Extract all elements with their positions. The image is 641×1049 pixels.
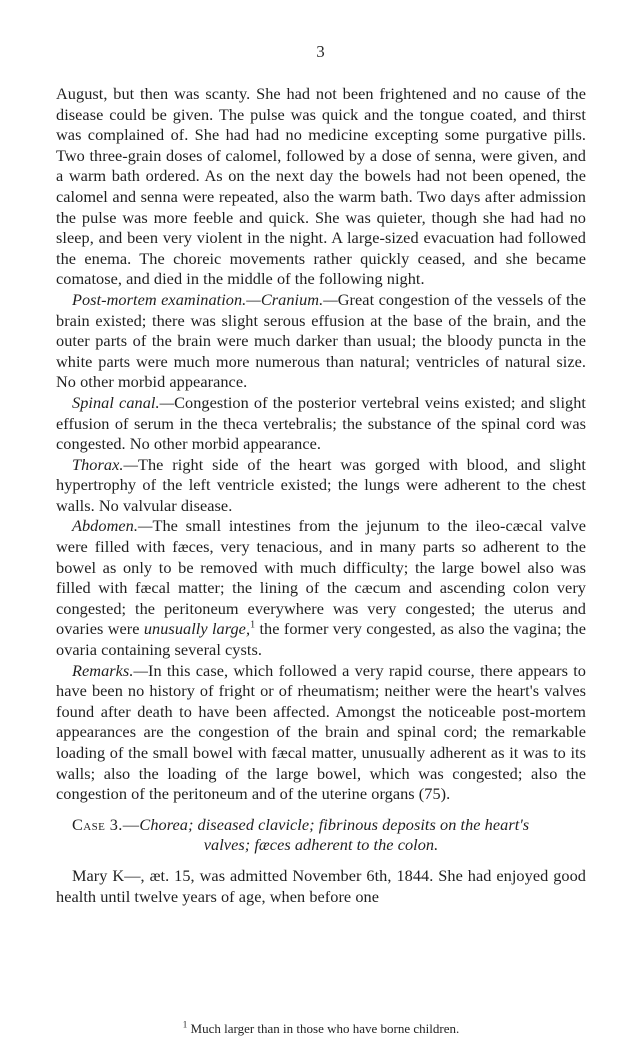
paragraph-spinal-canal: [56, 393, 586, 455]
case-heading: [56, 815, 586, 856]
footnote-marker: 1: [182, 1019, 188, 1030]
case-label: Case 3.—: [72, 814, 140, 834]
paragraph-lead: Remarks.—: [72, 660, 148, 680]
paragraph-lead: Post-mortem examination.—Cranium.—: [72, 289, 338, 309]
case-subtitle: valves; fæces adherent to the colon.: [203, 835, 439, 855]
paragraph-lead: Thorax.—: [72, 454, 138, 474]
paragraph-text: The small intestines from the jejunum to the ileo-cæcal valve were filled with fæces, very tenacious, and in many parts so adherent to the bowel as only to be removed with much difficulty; the large bowel also was filled with fæcal matter; the lining of the cæcum and ascending colon very congested; the peritoneum everywhere was very congested; the uterus and ovaries were: [56, 516, 586, 639]
footnote: [56, 1021, 586, 1037]
paragraph-text: In this case, which followed a very rapid course, there appears to have been no history of fright or of rheumatism; neither were the heart's valves found after death to have been affected. Amongst the noticeable post-mortem appearances are the congestion of the brain and spinal cord; the remarkable loading of the small bowel with fæcal matter, unusually adherent as it was to its walls; also the loading of the large bowel, which was congested; also the congestion of the peritoneum and of the uterine organs (75).: [56, 660, 586, 804]
paragraph-remarks: [56, 661, 586, 805]
paragraph-text: Congestion of the posterior vertebral veins existed; and slight effusion of serum in the theca vertebralis; the substance of the spinal cord was congested. No other morbid appearance.: [56, 392, 587, 454]
paragraph-lead: Abdomen.—: [72, 516, 153, 536]
paragraph-text: The right side of the heart was gorged with blood, and slight hypertrophy of the left ventricle existed; the lungs were adherent to the chest walls. No valvular disease.: [56, 454, 586, 515]
paragraph-case-intro: Mary K—, æt. 15, was admitted November 6th, 1844. She had enjoyed good health until twelve years of age, when before one: [56, 865, 586, 906]
case-title: Chorea; diseased clavicle; fibrinous deposits on the heart's: [139, 814, 530, 834]
paragraph-lead: Spinal canal.—: [72, 392, 175, 412]
body-text: [56, 84, 586, 907]
paragraph-post-mortem: [56, 290, 586, 393]
paragraph-tail: the former very congested, as also the vagina; the ovaria containing several cysts.: [56, 619, 586, 660]
paragraph-thorax: [56, 455, 586, 517]
footnote-reference: 1: [250, 620, 256, 632]
paragraph-emphasis: unusually large,: [143, 619, 251, 639]
footnote-text: Much larger than in those who have borne children.: [190, 1021, 460, 1036]
page-number: 3: [316, 42, 325, 61]
paragraph-text: Great congestion of the vessels of the brain existed; there was slight serous effusion at the base of the brain, and the outer parts of the brain were much darker than usual; the bloody puncta in the white parts were much more numerous than natural; ventricles of natural size. No other morbid appearance.: [56, 289, 587, 392]
paragraph-history: August, but then was scanty. She had not been frightened and no cause of the disease could be given. The pulse was quick and the tongue coated, and thirst was complained of. She had had no medicine excepting some purgative pills. Two three-grain doses of calomel, followed by a dose of senna, were given, and a warm bath ordered. As on the next day the bowels had not been opened, the calomel and senna were repeated, also the warm bath. Two days after admission the pulse was more feeble and quick. She was quieter, though she had had no sleep, and been very violent in the night. A large-sized evacuation had followed the enema. The choreic movements rather quickly ceased, and she became comatose, and died in the middle of the following night.: [56, 84, 586, 289]
paragraph-abdomen: [56, 516, 586, 660]
